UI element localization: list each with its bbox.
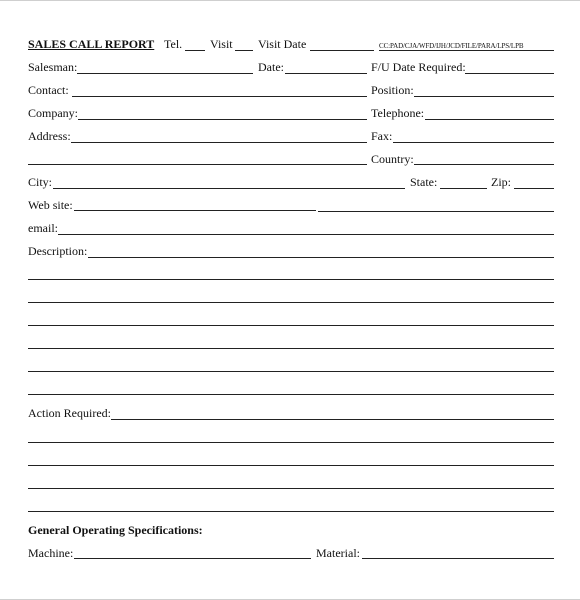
action-required-line[interactable] (28, 442, 554, 443)
zip-field[interactable] (514, 188, 554, 189)
tel-label: Tel. (164, 37, 183, 51)
contact-field[interactable] (72, 96, 367, 97)
description-field[interactable] (88, 257, 554, 258)
city-field[interactable] (53, 188, 405, 189)
contact-label: Contact: (28, 83, 69, 97)
cc-list: CC:PAD/CJA/WFD/IJH/JCD/FILE/PARA/LPS/LPB (379, 42, 524, 50)
email-field[interactable] (58, 234, 554, 235)
company-label: Company: (28, 106, 78, 120)
machine-field[interactable] (74, 558, 311, 559)
visit-date-label: Visit Date (258, 37, 307, 51)
fu-date-field[interactable] (465, 73, 554, 74)
position-label: Position: (371, 83, 414, 97)
date-label: Date: (258, 60, 284, 74)
description-line[interactable] (28, 348, 554, 349)
website-field-continuation[interactable] (318, 211, 554, 212)
state-label: State: (410, 175, 438, 189)
fax-label: Fax: (371, 129, 393, 143)
email-label: email: (28, 221, 58, 235)
zip-label: Zip: (491, 175, 511, 189)
visit-date-field[interactable] (310, 50, 374, 51)
visit-checkbox-line[interactable] (235, 50, 253, 51)
telephone-label: Telephone: (371, 106, 425, 120)
description-line[interactable] (28, 371, 554, 372)
machine-label: Machine: (28, 546, 74, 560)
description-line[interactable] (28, 279, 554, 280)
action-required-line[interactable] (28, 465, 554, 466)
salesman-label: Salesman: (28, 60, 78, 74)
position-field[interactable] (414, 96, 554, 97)
country-label: Country: (371, 152, 414, 166)
telephone-field[interactable] (425, 119, 554, 120)
city-label: City: (28, 175, 53, 189)
fax-field[interactable] (393, 142, 554, 143)
action-required-label: Action Required: (28, 406, 111, 420)
tel-checkbox-line[interactable] (185, 50, 205, 51)
website-label: Web site: (28, 198, 73, 212)
fu-date-label: F/U Date Required: (371, 60, 466, 74)
material-field[interactable] (362, 558, 554, 559)
website-field[interactable] (74, 210, 316, 211)
salesman-field[interactable] (77, 73, 253, 74)
company-field[interactable] (78, 119, 367, 120)
date-field[interactable] (285, 73, 367, 74)
cc-underline (379, 50, 554, 51)
address-line-2-field[interactable] (28, 164, 367, 165)
form-title: SALES CALL REPORT (28, 37, 155, 51)
visit-label: Visit (210, 37, 233, 51)
address-label: Address: (28, 129, 71, 143)
action-required-field[interactable] (111, 419, 554, 420)
country-field[interactable] (414, 164, 554, 165)
description-label: Description: (28, 244, 88, 258)
general-specs-heading: General Operating Specifications: (28, 523, 203, 537)
description-line[interactable] (28, 394, 554, 395)
address-field[interactable] (71, 142, 367, 143)
material-label: Material: (316, 546, 360, 560)
action-required-line[interactable] (28, 511, 554, 512)
description-line[interactable] (28, 325, 554, 326)
action-required-line[interactable] (28, 488, 554, 489)
description-line[interactable] (28, 302, 554, 303)
state-field[interactable] (440, 188, 487, 189)
